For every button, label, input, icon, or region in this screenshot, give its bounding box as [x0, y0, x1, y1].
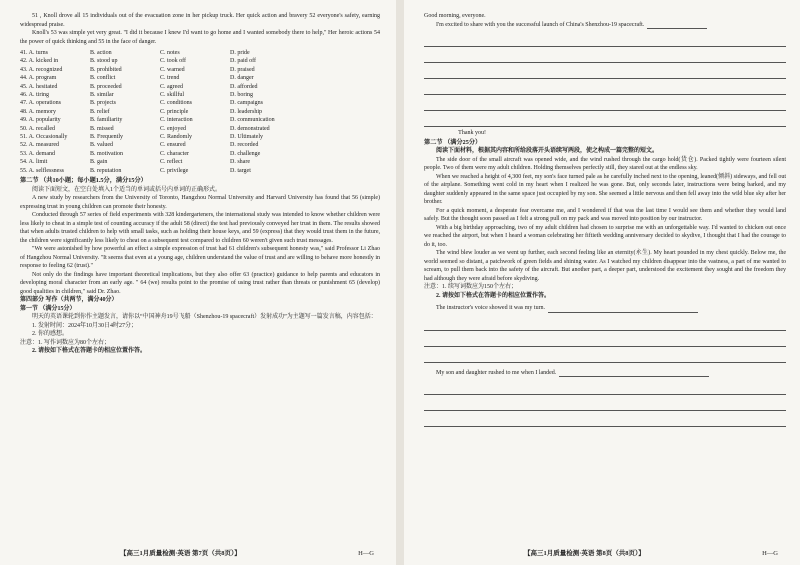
option-question: 50. A. recalled: [20, 125, 55, 132]
option-choice: B. Frequently: [90, 134, 123, 141]
option-choice: C. Randomly: [160, 134, 193, 141]
note-item: 1. 续写词数应为150个左右；: [442, 284, 518, 290]
option-choice: B. gain: [90, 159, 108, 166]
answer-line[interactable]: [559, 376, 709, 377]
option-choice: B. reputation: [90, 167, 122, 174]
option-choice: B. action: [90, 50, 112, 56]
page-8-content: [424, 12, 786, 427]
continuation-start-2: [424, 369, 786, 378]
option-question: 46. A. tiring: [20, 92, 50, 99]
part4-title: 第四部分 写作（共两节，满分40分）: [20, 297, 118, 304]
option-choice: B. prohibited: [90, 66, 122, 73]
option-choice: D. communication: [230, 117, 275, 124]
section2-instruction: 阅读下面短文，在空白处填入1个适当的单词或括号内单词的正确形式。: [32, 186, 222, 193]
option-choice: C. took off: [160, 58, 187, 65]
option-question: 45. A. hesitated: [20, 83, 58, 90]
option-choice: D. praised: [230, 66, 255, 73]
answer-line[interactable]: [424, 395, 786, 411]
option-question: 55. A. selflessness: [20, 167, 64, 174]
option-question: 53. A. demand: [20, 150, 55, 157]
option-choice: C. conditions: [160, 100, 193, 107]
note-item: 1. 写作词数应为80个左右；: [38, 339, 111, 346]
notes-label: 注意：: [20, 339, 39, 346]
option-choice: C. agreed: [160, 83, 183, 90]
option-choice: D. paid off: [230, 58, 257, 65]
writing-point: 2. 你的感想。: [32, 331, 69, 338]
answer-line[interactable]: [424, 31, 786, 47]
option-choice: D. demonstrated: [230, 125, 270, 132]
answer-line[interactable]: [424, 95, 786, 111]
story-paragraph: The wind blew louder as we went up further, each second feeling like an eternity(永生). My heart pounded in my chest quickly. Below me, the world seemed so distant, a patchwork of green fields and shining water. As I watched my children disappear into the vastness, a part of me wanted to scream, to pull them back into the safety of the aircraft. But another part, a deeper part, understood the excitement they sought and the freedom they had although they were afraid before skydiving.: [424, 250, 786, 282]
option-question: 49. A. popularity: [20, 117, 61, 124]
answer-line[interactable]: [424, 331, 786, 347]
options-table: [20, 49, 380, 175]
story-paragraph: The side door of the small aircraft was opened wide, and the wind rushed through the cargo hold(货仓). Packed tightly were fourteen silent people. Two of them were my adult children. Holding themselves perfectly still, they stared out at the endless sky.: [424, 156, 786, 171]
speech-greeting: Good morning, everyone.: [424, 13, 486, 19]
passage-paragraph: 51 , Knoll drove all 15 individuals out of the evacuation zone in her pickup truck. Her quick action and bravery 52 everyone's safety, earning widespread praise.: [20, 13, 380, 28]
section2-instruction: 阅读下面材料，根据其内容和所给段落开头语续写两段，使之构成一篇完整的短文。: [436, 148, 659, 154]
option-choice: B. relief: [90, 108, 110, 115]
option-choice: D. afforded: [230, 83, 258, 90]
grammar-paragraph: "We were astonished by how powerful an effect a simple expression of trust had 61 children's subsequent honesty was," said Professor Li Zhao of Hangzhou Normal University. "It seems that even at a young age, children understand the value of trust and are willing to behave more honestly in response to feeling 62 (trust).": [20, 246, 380, 270]
answer-line[interactable]: [424, 347, 786, 363]
notes-label: 注意：: [424, 284, 443, 290]
speech-answer-lines[interactable]: [424, 31, 786, 127]
answer-line[interactable]: [424, 63, 786, 79]
story-paragraph: When we reached a height of 4,300 feet, my son's face turned pale as he carefully inched next to the opening, leaned(倾斜) sideways, and fell out of the airplane. Something went cold in my heart when I realized he was gone. But, only seconds later, instructions were being barked, and my daughter suddenly appeared in the same space just occupied by my son. She seemed a little nervous and then fell away into the wild blue sky after her brother.: [424, 173, 786, 205]
option-question: 52. A. measured: [20, 142, 59, 149]
grammar-paragraph: A new study by researchers from the University of Toronto, Hangzhou Normal University and Harvard University has found that 56 (simple) expressing trust in young children can promote their honesty.: [20, 195, 380, 210]
option-question: 41. A. turns: [20, 50, 49, 56]
answer-line[interactable]: [424, 111, 786, 127]
page-8: [404, 0, 800, 565]
speech-opening: [424, 21, 786, 30]
option-choice: B. conflict: [90, 75, 116, 82]
passage-paragraph: Knoll's 53 was simple yet very great. "I did it because I knew I'd want to go home and I wanted somebody there to help," Her heroic actions 54 the power of quick thinking and 55 in the face of danger.: [20, 30, 380, 45]
option-choice: B. proceeded: [90, 83, 122, 90]
paper-code: H—G: [358, 550, 374, 557]
option-choice: C. principle: [160, 108, 189, 115]
option-choice: B. stood up: [90, 58, 118, 65]
grammar-paragraph: Conducted through 57 series of field experiments with 328 kindergarteners, the international study was intended to know whether children were less likely to cheat in a simple test of counting accuracy if the adult 58 (direct) the test had previously conveyed her trust in them. The results showed that when adults trusted children to help with small tasks, such as holding their house keys, and 59 (express) that they would trust them in the future, the children were significantly less likely to cheat on a subsequent test compared to children 60 weren't given such trust messages.: [20, 212, 380, 244]
continuation-lines-2[interactable]: [424, 379, 786, 427]
note-item: 2. 请按如下格式在答题卡的相应位置作答。: [436, 292, 551, 299]
option-choice: C. privilege: [160, 167, 189, 174]
continuation-start-1-text: The instructor's voice showed it was my turn.: [436, 305, 546, 311]
option-question: 42. A. kicked in: [20, 58, 59, 65]
option-choice: D. Ultimately: [230, 134, 263, 141]
writing-point: 1. 发射时间：2024年10月30日4时27分；: [32, 322, 138, 329]
option-question: 47. A. operations: [20, 100, 61, 107]
story-paragraph: For a quick moment, a desperate fear overcame me, and I wondered if that was the last time I would see them and whether they would land safely. But the thought soon passed as I felt a strong pull on my pack and was moved into position by our instructor.: [424, 207, 786, 222]
answer-line[interactable]: [424, 411, 786, 427]
option-choice: C. trend: [160, 75, 180, 82]
option-choice: C. warned: [160, 66, 185, 73]
option-choice: B. similar: [90, 92, 114, 99]
continuation-lines-1[interactable]: [424, 315, 786, 363]
option-question: 54. A. limit: [20, 159, 48, 166]
paper-code: H—G: [762, 550, 778, 557]
option-choice: D. campaigns: [230, 100, 263, 107]
option-choice: C. notes: [160, 50, 180, 56]
option-choice: D. danger: [230, 75, 254, 82]
option-choice: C. interaction: [160, 117, 193, 124]
answer-line[interactable]: [548, 312, 698, 313]
option-question: 51. A. Occasionally: [20, 134, 68, 141]
option-choice: D. share: [230, 159, 250, 166]
section2-title: 第二节 （共10小题；每小题1.5分，满分15分）: [20, 177, 147, 185]
option-choice: B. familiarity: [90, 117, 123, 124]
option-choice: D. boring: [230, 92, 253, 99]
page-7-content: [20, 12, 380, 356]
option-choice: D. challenge: [230, 150, 261, 157]
option-choice: C. enjoyed: [160, 125, 186, 132]
option-choice: C. skillful: [160, 92, 185, 99]
answer-line[interactable]: [424, 79, 786, 95]
page-7-footer: 【高三1月质量检测·英语 第7页（共8页）】: [120, 550, 241, 557]
part4-section1: 第一节 （满分15分）: [20, 305, 76, 312]
option-choice: C. ensured: [160, 142, 186, 149]
grammar-paragraph: Not only do the findings have important theoretical implications, but they also offer 63 (practice) guidance to help parents and educators in developing moral character from an early age. " 64 (we) results point to the promise of using trust rather than threats or punishment 65 (develop) good qualities in children," said Dr. Zhao.: [20, 271, 380, 295]
speech-thanks: Thank you!: [458, 130, 486, 136]
option-question: 48. A. memory: [20, 108, 56, 115]
option-choice: D. leadership: [230, 108, 262, 115]
option-choice: C. character: [160, 150, 189, 157]
story-paragraph: With a big birthday approaching, two of my adult children had chosen to surprise me with an unforgettable way. I'd wanted to chicken out once we reached the airport, but when I heard a woman celebrating her fiftieth wedding anniversary decided to skydive, I thought that I had the courage to do it, too.: [424, 224, 786, 248]
answer-line[interactable]: [424, 315, 786, 331]
answer-line[interactable]: [424, 47, 786, 63]
answer-line[interactable]: [647, 28, 707, 29]
note-item: 2. 请按如下格式在答题卡的相应位置作答。: [32, 348, 147, 355]
option-choice: B. missed: [90, 125, 114, 132]
option-choice: B. valued: [90, 142, 113, 149]
option-choice: D. recorded: [230, 142, 259, 149]
speech-opening-text: I'm excited to share with you the successful launch of China's Shenzhou-19 spacecraft.: [436, 21, 645, 28]
writing-prompt: 明天的英语课轮到你作主题发言，请你以“中国神舟19号飞船（Shenzhou-19 spacecraft）发射成功”为主题写一篇发言稿，内容包括：: [32, 314, 377, 321]
section2-title: 第二节 （满分25分）: [424, 138, 482, 146]
page-8-footer: 【高三1月质量检测·英语 第8页（共8页）】: [524, 550, 645, 557]
page-7: [0, 0, 396, 565]
option-choice: C. reflect: [160, 159, 183, 166]
continuation-start-1: [424, 304, 786, 313]
option-choice: D. target: [230, 167, 251, 174]
option-question: 44. A. program: [20, 75, 57, 82]
option-choice: D. pride: [230, 50, 250, 56]
page-gutter: [396, 0, 404, 565]
continuation-start-2-text: My son and daughter rushed to me when I landed.: [436, 369, 557, 376]
option-choice: B. motivation: [90, 150, 123, 157]
option-choice: B. projects: [90, 100, 116, 107]
answer-line[interactable]: [424, 379, 786, 395]
option-question: 43. A. recognized: [20, 66, 63, 73]
